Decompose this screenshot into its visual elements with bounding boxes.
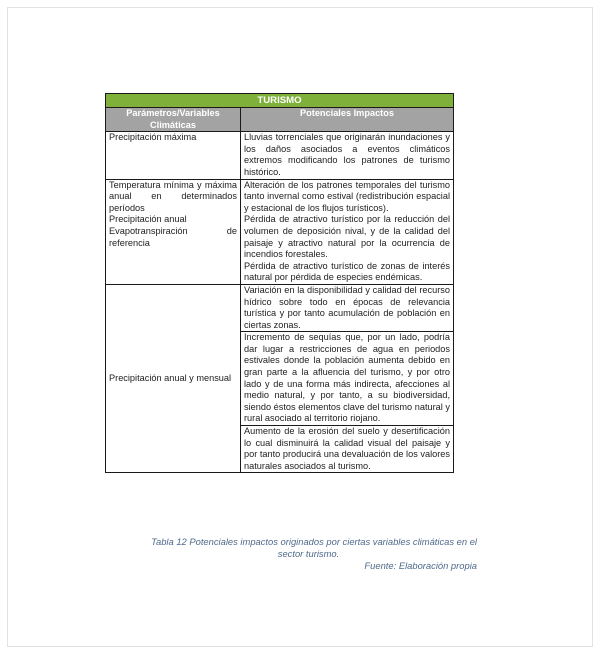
table-title: TURISMO bbox=[106, 94, 454, 108]
parameter-text: Temperatura mínima y máxima anual en determinados períodos bbox=[109, 179, 237, 213]
parameter-cell bbox=[106, 179, 241, 284]
table-row bbox=[106, 179, 454, 284]
impact-text: Variación en la disponibilidad y calidad del recurso hídrico sobre todo en épocas de relevancia turística y por tanto acumulación de población en ciertas zonas. bbox=[244, 284, 450, 330]
impact-cell bbox=[241, 179, 454, 284]
parameter-text: Precipitación anual y mensual bbox=[109, 372, 232, 383]
impact-cell bbox=[241, 284, 454, 331]
header-parameters: Parámetros/Variables Climáticas bbox=[106, 108, 241, 132]
impact-cell bbox=[241, 426, 454, 473]
tourism-impacts-table bbox=[105, 93, 454, 473]
table-row bbox=[106, 284, 454, 331]
parameter-text: Precipitación anual bbox=[109, 214, 187, 225]
parameter-text: Precipitación máxima bbox=[109, 132, 197, 143]
impact-text: Pérdida de atractivo turístico por la reducción del volumen de deposición nival, y de la calidad del paisaje y atractivo natural por la ocurrencia de incendios forestales. bbox=[244, 214, 450, 260]
header-impacts: Potenciales Impactos bbox=[241, 108, 454, 132]
impact-cell bbox=[241, 132, 454, 179]
table-caption bbox=[120, 536, 477, 572]
caption-title: Tabla 12 Potenciales impactos originados por ciertas variables climáticas en el bbox=[151, 536, 477, 547]
caption-title-continued: sector turismo. bbox=[277, 548, 340, 559]
table-row bbox=[106, 132, 454, 179]
table-title-row bbox=[106, 94, 454, 108]
impact-text: Pérdida de atractivo turístico de zonas de interés natural por pérdida de especies endémicas. bbox=[244, 260, 450, 283]
impact-text: Incremento de sequías que, por un lado, podría dar lugar a restricciones de agua en periodos estivales donde la población aumenta debido en gran parte a la afluencia del turismo, y por otro lado y de una forma más indirecta, afecciones al medio natural, y por tanto, a su biodiversidad, siendo éstos elementos clave del turismo natural y rural asociado al territorio riojano. bbox=[244, 332, 450, 424]
impact-cell bbox=[241, 332, 454, 426]
parameter-text: Evapotranspiración de referencia bbox=[109, 225, 237, 248]
impact-text: Alteración de los patrones temporales del turismo tanto invernal como estival (redistribución espacial y estacional de los flujos turísticos). bbox=[244, 179, 450, 213]
table-header-row bbox=[106, 108, 454, 132]
parameter-cell bbox=[106, 284, 241, 473]
impact-text: Aumento de la erosión del suelo y desertificación lo cual disminuirá la calidad visual del paisaje y por tanto producirá una devaluación de los valores naturales asociados al turismo. bbox=[244, 426, 450, 471]
impact-text: Lluvias torrenciales que originarán inundaciones y los daños asociados a eventos climáticos extremos modificando los patrones de turismo histórico. bbox=[244, 132, 450, 177]
caption-source: Fuente: Elaboración propia bbox=[364, 560, 477, 571]
parameter-cell bbox=[106, 132, 241, 179]
